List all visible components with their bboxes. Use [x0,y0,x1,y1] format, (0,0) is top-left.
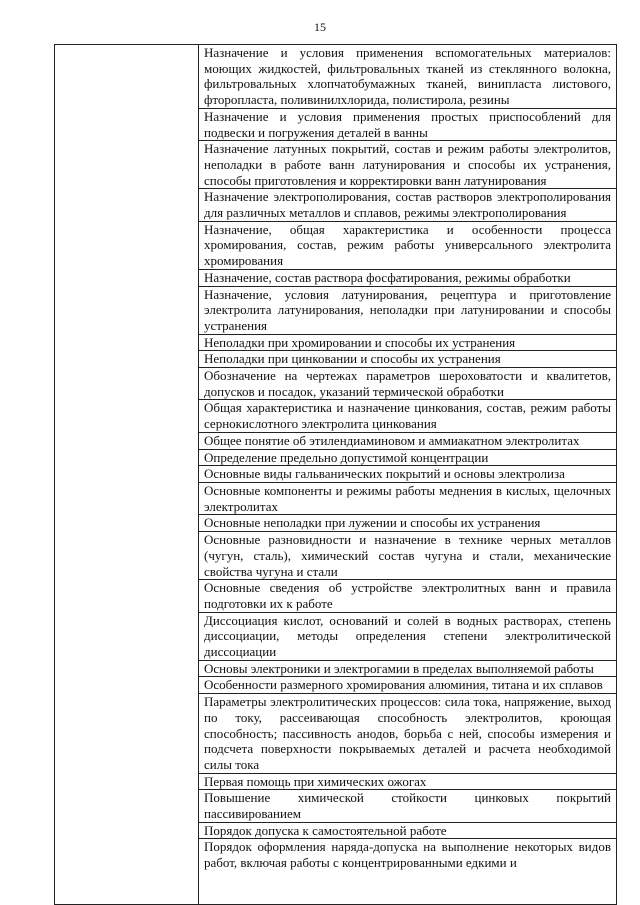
table-row [55,45,617,905]
list-item: Основные разновидности и назначение в технике черных металлов (чугун, сталь), химический состав чугуна и стали, механические свойства чугуна и стали [199,532,616,580]
list-item: Основные виды гальванических покрытий и основы электролиза [199,466,616,483]
list-item: Основы электроники и электрогамии в пределах выполняемой работы [199,661,616,678]
list-item: Основные компоненты и режимы работы меднения в кислых, щелочных электролитах [199,483,616,515]
list-item: Неполадки при цинковании и способы их устранения [199,351,616,368]
list-item: Основные неполадки при лужении и способы их устранения [199,515,616,532]
requirements-table [54,44,617,905]
list-item: Порядок оформления наряда-допуска на выполнение некоторых видов работ, включая работы с концентрированными едкими и [204,839,611,871]
list-item: Особенности размерного хромирования алюминия, титана и их сплавов [199,677,616,694]
knowledge-list [199,45,616,871]
list-item: Порядок допуска к самостоятельной работе [199,823,616,840]
list-item: Общее понятие об этилендиаминовом и аммиакатном электролитах [199,433,616,450]
list-item: Первая помощь при химических ожогах [199,774,616,791]
knowledge-list-cell [199,45,617,905]
left-empty-cell [55,45,199,905]
list-item: Обозначение на чертежах параметров шероховатости и квалитетов, допусков и посадок, указаний термической обработки [199,368,616,400]
list-item: Назначение электрополирования, состав растворов электрополирования для различных металлов и сплавов, режимы электрополирования [199,189,616,221]
list-item: Назначение и условия применения вспомогательных материалов: моющих жидкостей, фильтровальных тканей из стеклянного волокна, фильтровальных хлопчатобумажных тканей, винипласта листового, фторопласта, поливинилхлорида, полистирола, резины [199,45,616,109]
list-item: Назначение латунных покрытий, состав и режим работы электролитов, неполадки в работе ванн латунирования и способы их устранения, способы приготовления и корректировки ванн латунирования [199,141,616,189]
list-item: Общая характеристика и назначение цинкования, состав, режим работы сернокислотного электролита цинкования [199,400,616,432]
list-item: Основные сведения об устройстве электролитных ванн и правила подготовки их к работе [199,580,616,612]
list-item: Назначение, состав раствора фосфатирования, режимы обработки [199,270,616,287]
list-item: Назначение, условия латунирования, рецептура и приготовление электролита латунирования, неполадки при латунировании и способы устранения [199,287,616,335]
list-item: Определение предельно допустимой концентрации [199,450,616,467]
list-item: Повышение химической стойкости цинковых покрытий пассивированием [199,790,616,822]
list-item: Назначение, общая характеристика и особенности процесса хромирования, состав, режим работы универсального электролита хромирования [199,222,616,270]
list-item: Диссоциация кислот, оснований и солей в водных растворах, степень диссоциации, методы определения степени электролитической диссоциации [199,613,616,661]
list-item: Назначение и условия применения простых приспособлений для подвески и погружения деталей в ванны [199,109,616,141]
list-item: Неполадки при хромировании и способы их устранения [199,335,616,352]
list-item: Параметры электролитических процессов: сила тока, напряжение, выход по току, рассеивающая способность электролитов, кроющая способность; пассивность анодов, борьба с ней, способы измерения и подсчета поверхности покрываемых деталей и расчета необходимой силы тока [199,694,616,774]
page-number: 15 [314,20,326,34]
